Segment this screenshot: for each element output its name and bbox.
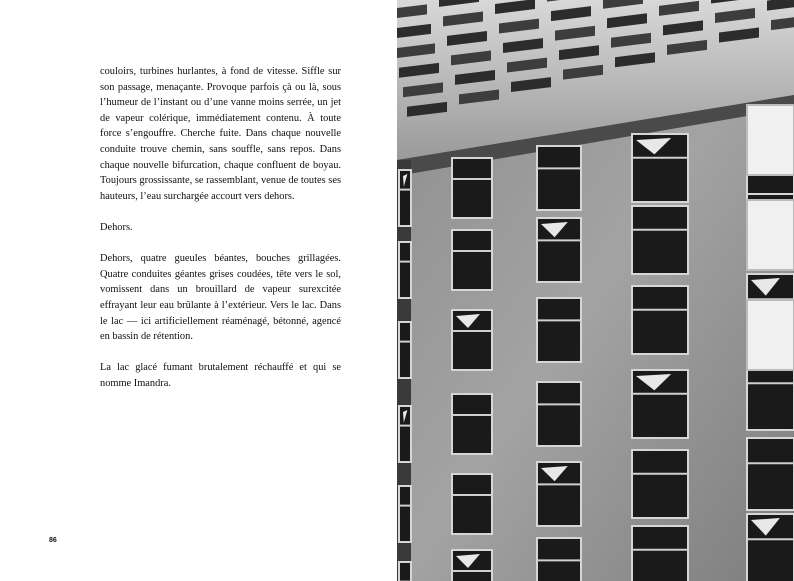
window bbox=[452, 474, 492, 534]
paragraph-1: couloirs, turbines hurlantes, à fond de vitesse. Siffle sur son passage, menaçante. Provoque parfois çà ou là, sous l’humeur de l’instant ou d’une vanne moins serrée, un jet de vapeur colérique, immédiatement contenu. À toute force s’engouffre. Cherche fuite. Dans chaque nouvelle conduite trouve chemin, sans souffle, sans repos. Dans chaque nouvelle bifurcation, chaque confluent de boyau. Toujours grossissante, se rassemblant, venue de toutes ses hauteurs, l’eau surchargée accourt vers dehors. bbox=[100, 66, 341, 202]
window bbox=[399, 562, 411, 581]
window bbox=[537, 382, 581, 446]
window bbox=[747, 438, 794, 510]
window bbox=[399, 242, 411, 298]
window bbox=[632, 526, 688, 581]
paragraph-2: Dehors. bbox=[100, 221, 133, 233]
paragraph-4: La lac glacé fumant brutalement réchauffé et qui se nomme Imandra. bbox=[100, 362, 341, 389]
window bbox=[452, 394, 492, 454]
window bbox=[452, 158, 492, 218]
bright-window bbox=[747, 300, 794, 370]
window bbox=[537, 298, 581, 362]
building-photo bbox=[397, 0, 794, 581]
window bbox=[632, 206, 688, 274]
window bbox=[632, 286, 688, 354]
bright-window bbox=[747, 105, 794, 175]
window bbox=[452, 230, 492, 290]
bright-window bbox=[747, 200, 794, 270]
paragraph-3: Dehors, quatre gueules béantes, bouches grillagées. Quatre conduites géantes grises coudées, tête vers le sol, vomissent dans un brouillard de vapeur surexcitée effrayant leur eau brûlante à l’extérieur. Vers le lac. Dans le lac — ici artificiellement réaménagé, bétonné, agencé en bassin de rétention. bbox=[100, 253, 341, 343]
body-text bbox=[100, 64, 341, 407]
building-photo-image bbox=[397, 0, 794, 581]
page-number: 86 bbox=[49, 537, 57, 544]
window bbox=[399, 486, 411, 542]
window bbox=[537, 146, 581, 210]
window bbox=[399, 322, 411, 378]
window bbox=[452, 550, 492, 581]
window bbox=[632, 450, 688, 518]
